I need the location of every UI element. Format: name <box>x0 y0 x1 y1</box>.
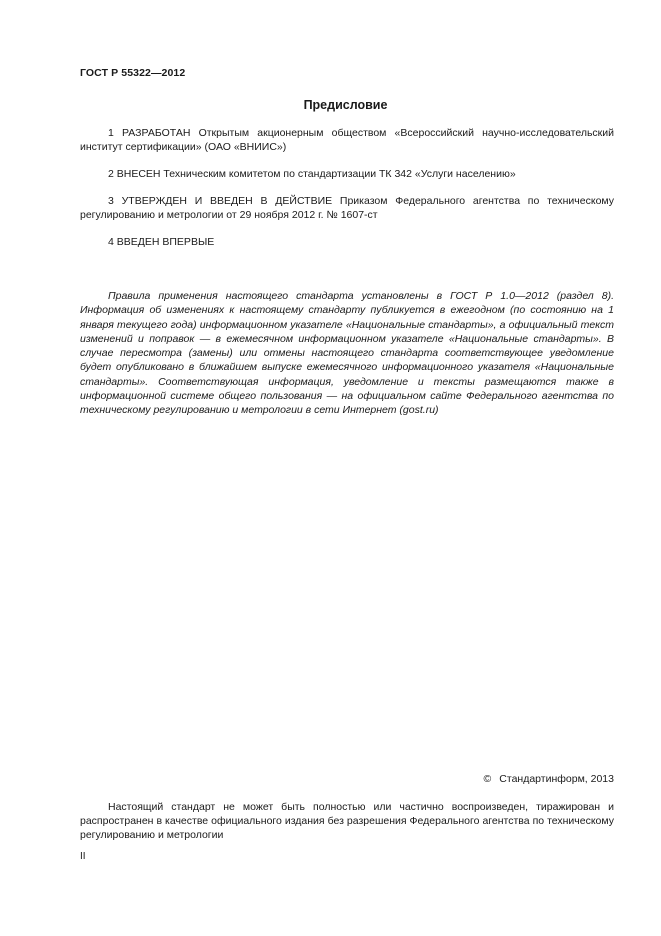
foreword-item-approved: 3 УТВЕРЖДЕН И ВВЕДЕН В ДЕЙСТВИЕ Приказом Федерального агентства по техническому регулированию и метрологии от 29 ноября 2012 г. № 1607-ст <box>80 195 614 221</box>
foreword-item-introduced: 2 ВНЕСЕН Техническим комитетом по стандартизации ТК 342 «Услуги населению» <box>108 168 516 180</box>
application-rules-notice: Правила применения настоящего стандарта установлены в ГОСТ Р 1.0—2012 (раздел 8). Информация об изменениях к настоящему стандарту публикуется в ежегодном (по состоянию на 1 января текущего года) информационном указателе «Национальные стандарты», а официальный текст изменений и поправок — в ежемесячном информационном указателе «Национальные стандарты». В случае пересмотра (замены) или отмены настоящего стандарта соответствующее уведомление будет опубликовано в ближайшем выпуске ежемесячного информационного указателя «Национальные стандарты». Соответствующая информация, уведомление и тексты размещаются также в информационной системе общего пользования — на официальном сайте Федерального агентства по техническому регулированию и метрологии в сети Интернет (gost.ru) <box>80 290 614 417</box>
document-code: ГОСТ Р 55322—2012 <box>80 67 186 79</box>
copyright-text: Стандартинформ, 2013 <box>499 773 614 785</box>
copyright-line <box>484 773 614 785</box>
legal-notice: Настоящий стандарт не может быть полностью или частично воспроизведен, тиражирован и распространен в качестве официального издания без разрешения Федерального агентства по техническому регулированию и метрологии <box>80 801 614 841</box>
foreword-item-developed: 1 РАЗРАБОТАН Открытым акционерным обществом «Всероссийский научно-исследовательский институт сертификации» (ОАО «ВНИИС») <box>80 127 614 153</box>
foreword-item-first-introduced: 4 ВВЕДЕН ВПЕРВЫЕ <box>108 236 215 248</box>
foreword-title: Предисловие <box>303 98 388 112</box>
page-number: II <box>80 851 86 862</box>
copyright-icon: © <box>483 773 492 785</box>
